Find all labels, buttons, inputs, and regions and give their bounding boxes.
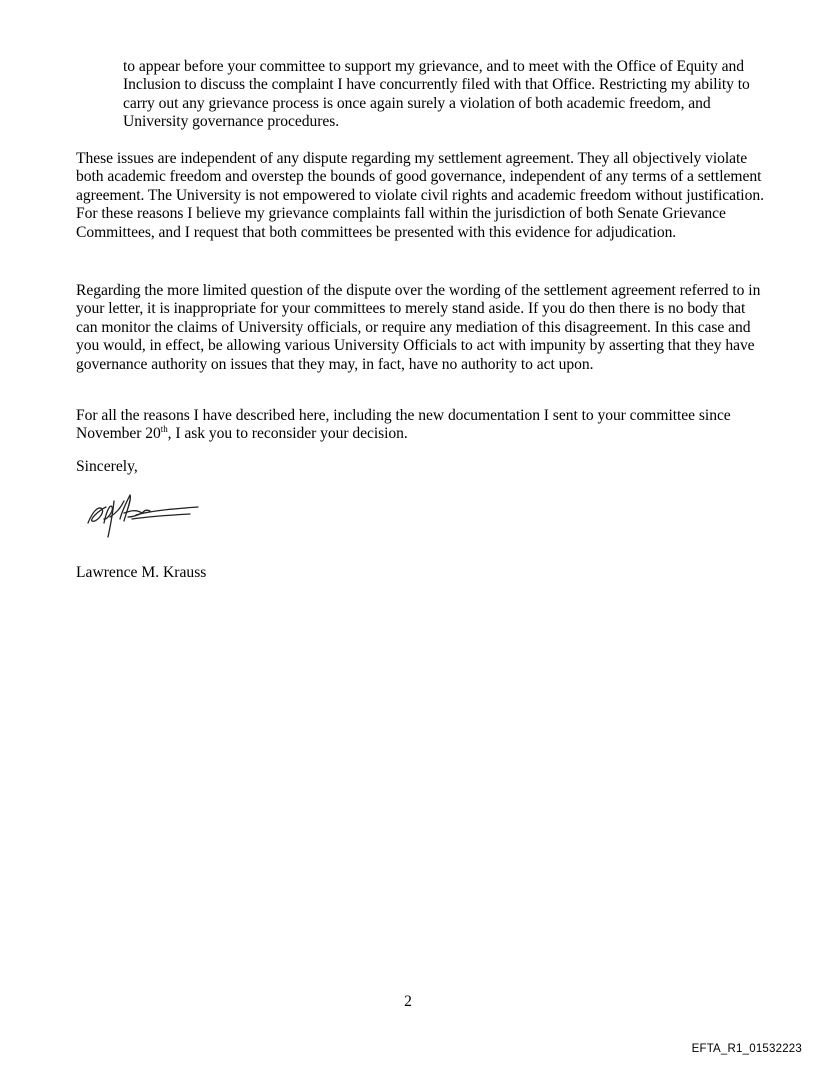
continued-paragraph: to appear before your committee to support my grievance, and to meet with the Office of Equity and Inclusion to discuss the complaint I have concurrently filed with that Office. Restricting my ability to carry out any grievance process is once again surely a violation of both academic freedom, and University governance procedures. (123, 58, 750, 131)
date-ordinal-suffix: th (160, 424, 168, 435)
paragraph-settlement-wording: Regarding the more limited question of the dispute over the wording of the settlement agreement referred to in your letter, it is inappropriate for your committees to merely stand aside. If you do then there is no body that can monitor the claims of University officials, or require any mediation of this disagreement. In this case and you would, in effect, be allowing various University Officials to act with impunity by asserting that they have governance authority on issues that they may, in fact, have no authority to act upon. (76, 282, 761, 373)
signer-name: Lawrence M. Krauss (76, 564, 207, 581)
paragraph-independent-issues: These issues are independent of any dispute regarding my settlement agreement. They all objectively violate both academic freedom and overstep the bounds of good governance, independent of any terms of a settlement agreement. The University is not empowered to violate civil rights and academic freedom without justification. For these reasons I believe my grievance complaints fall within the jurisdiction of both Senate Grievance Committees, and I request that both committees be presented with this evidence for adjudication. (76, 150, 764, 241)
closing-salutation: Sincerely, (76, 458, 138, 475)
handwritten-signature (80, 483, 210, 543)
document-id: EFTA_R1_01532223 (691, 1043, 802, 1055)
page-number: 2 (404, 993, 412, 1010)
reconsider-text-before-date: For all the reasons I have described here, including the new documentation I sent to your committee since November 20 (76, 407, 731, 443)
paragraph-reconsider (76, 407, 766, 444)
reconsider-text-after-date: , I ask you to reconsider your decision. (167, 425, 408, 443)
